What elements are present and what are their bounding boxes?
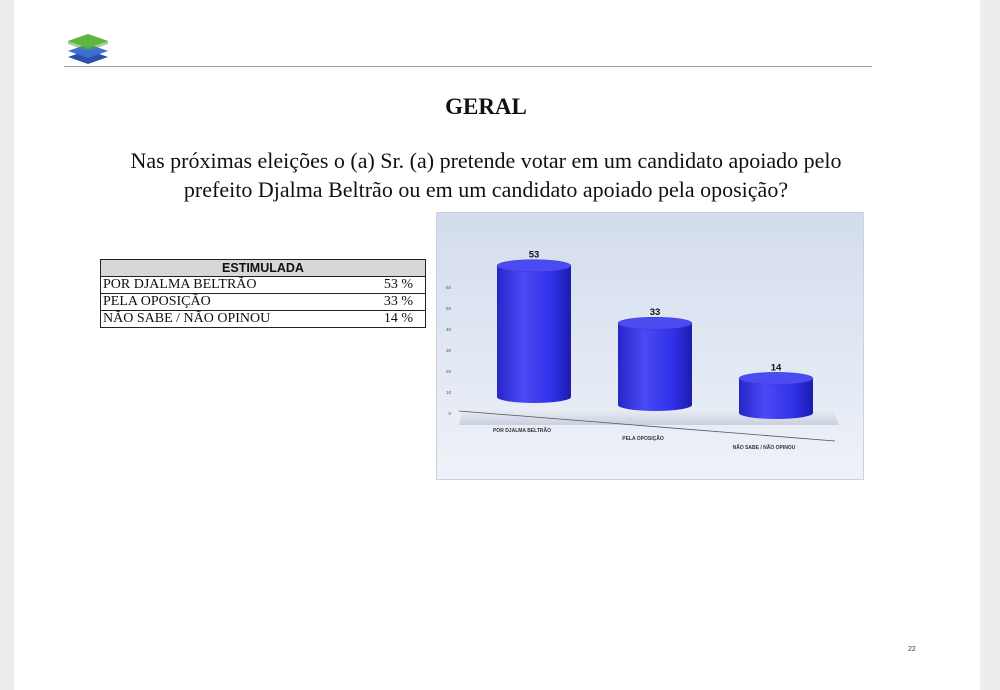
- page-title: GERAL: [445, 94, 527, 119]
- bar-top: [497, 260, 571, 272]
- question-line-2: prefeito Djalma Beltrão ou em um candidato apoiado pela oposição?: [183, 177, 789, 202]
- question-line-1: Nas próximas eleições o (a) Sr. (a) pretende votar em um candidato apoiado pelo: [130, 148, 842, 173]
- row-value: 33 %: [341, 294, 426, 311]
- data-label: 53: [528, 249, 540, 261]
- results-table: [100, 259, 426, 328]
- page-number: 22: [908, 646, 916, 653]
- bar-chart-panel: [436, 212, 864, 480]
- y-tick-label: 20: [445, 369, 451, 374]
- row-label: NÃO SABE / NÃO OPINOU: [101, 311, 342, 328]
- row-value: 53 %: [341, 277, 426, 294]
- data-label: 14: [770, 362, 782, 374]
- survey-question: [0, 146, 986, 204]
- y-tick-label: 40: [445, 327, 451, 332]
- row-value: 14 %: [341, 311, 426, 328]
- row-label: POR DJALMA BELTRÃO: [101, 277, 342, 294]
- bar-chart: [437, 213, 863, 479]
- y-tick-label: 60: [445, 285, 451, 290]
- table-row: [101, 277, 426, 294]
- data-label: 33: [649, 307, 661, 319]
- y-tick-label: 0: [448, 411, 451, 416]
- bar-top: [739, 372, 813, 384]
- bar-top: [618, 317, 692, 329]
- row-label: PELA OPOSIÇÃO: [101, 294, 342, 311]
- header-divider: [64, 66, 872, 67]
- table-row: [101, 294, 426, 311]
- bar: [618, 323, 692, 411]
- y-tick-label: 30: [445, 348, 451, 353]
- y-tick-label: 10: [445, 390, 451, 395]
- x-tick-label: PELA OPOSIÇÃO: [622, 436, 664, 442]
- bar: [497, 266, 571, 403]
- table-row: [101, 311, 426, 328]
- x-tick-label: NÃO SABE / NÃO OPINOU: [732, 445, 796, 451]
- x-tick-label: POR DJALMA BELTRÃO: [492, 428, 552, 434]
- y-tick-label: 50: [445, 306, 451, 311]
- stacked-layers-logo-icon: [66, 28, 110, 68]
- table-header: ESTIMULADA: [101, 260, 426, 277]
